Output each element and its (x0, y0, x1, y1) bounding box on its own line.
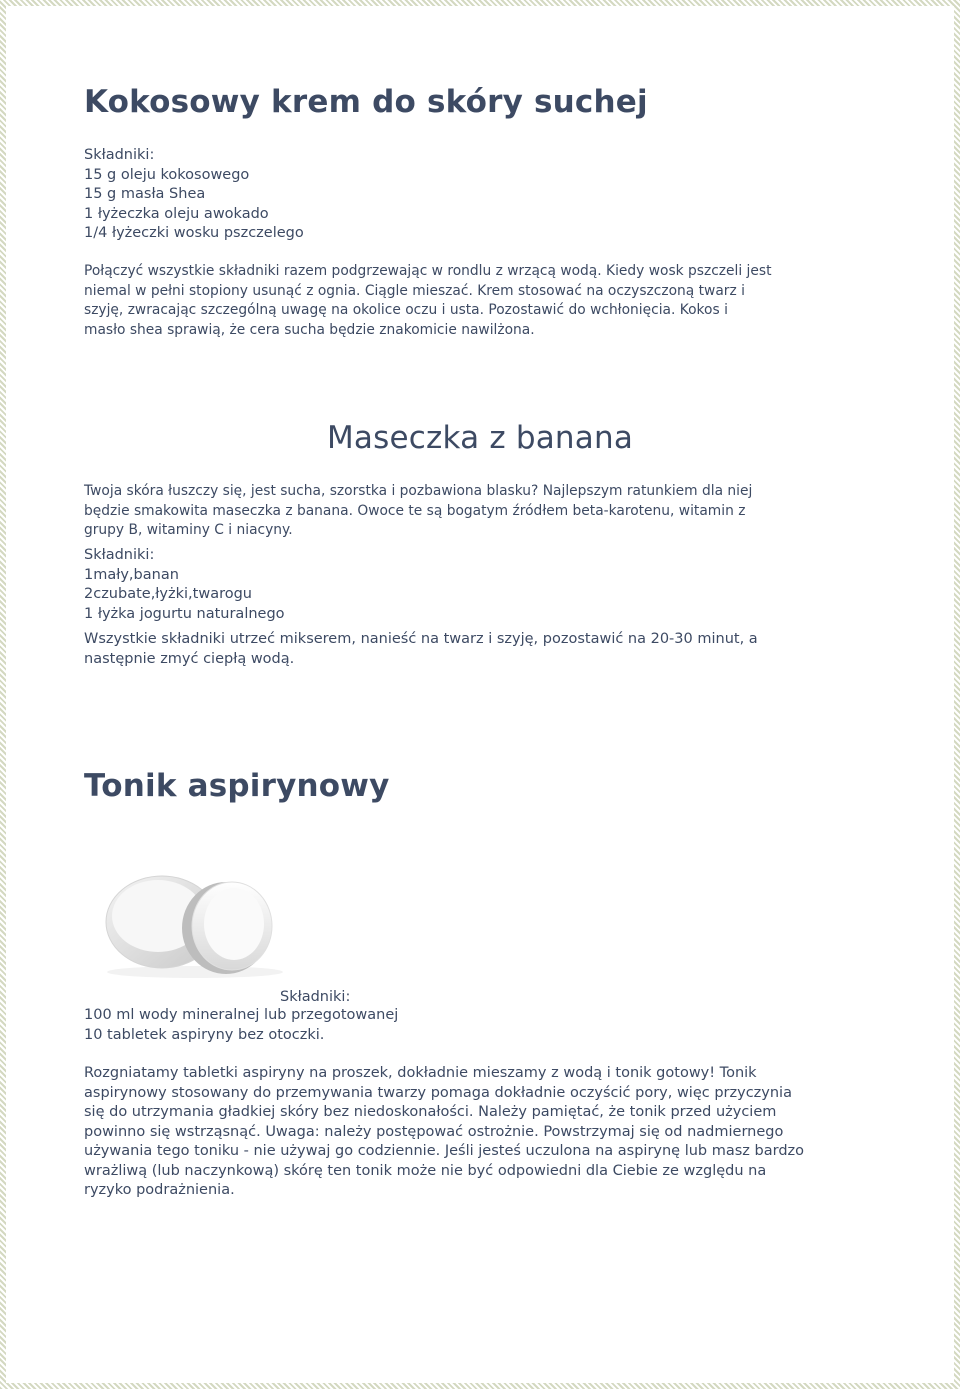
text-line: następnie zmyć ciepłą wodą. (84, 650, 295, 667)
text-line: będzie smakowita maseczka z banana. Owoce te są bogatym źródłem beta-karotenu, witamin z (84, 502, 746, 519)
text-line: aspirynowy stosowany do przemywania twarzy pomaga dokładnie oczyścić pory, więc przyczynia (84, 1084, 792, 1101)
section-title-kokos: Kokosowy krem do skóry suchej (84, 84, 648, 120)
text-line: masło shea sprawią, że cera sucha będzie znakomicie nawilżona. (84, 321, 535, 338)
section-title-tonik: Tonik aspirynowy (84, 768, 390, 804)
ingredients-label: Składniki: (280, 989, 351, 1005)
text-line: się do utrzymania gładkiej skóry bez niedoskonałości. Należy pamiętać, że tonik przed użyciem (84, 1104, 777, 1120)
ingredient-line: 1mały,banan (84, 566, 179, 583)
ingredient-line: 15 g oleju kokosowego (84, 166, 250, 183)
text-line: Rozgniatamy tabletki aspiryny na proszek, dokładnie mieszamy z wodą i tonik gotowy! Tonik (84, 1065, 757, 1081)
text-line: Twoja skóra łuszczy się, jest sucha, szorstka i pozbawiona blasku? Najlepszym ratunkiem dla niej (84, 483, 753, 499)
text-line: używania tego toniku - nie używaj go codziennie. Jeśli jesteś uczulona na aspirynę lub masz bardzo (84, 1143, 805, 1159)
ingredients-label: Składniki: (84, 547, 155, 563)
banan-intro (84, 482, 876, 541)
kokos-instructions (84, 262, 771, 340)
text-line: grupy B, witaminy C i niacyny. (84, 522, 293, 538)
banan-instructions (84, 630, 876, 669)
ingredient-line: 1/4 łyżeczki wosku pszczelego (84, 225, 304, 241)
text-line: Połączyć wszystkie składniki razem podgrzewając w rondlu z wrzącą wodą. Kiedy wosk pszczeli jest (84, 263, 772, 279)
tonik-instructions (84, 1064, 804, 1201)
text-line: szyję, zwracając szczególną uwagę na okolice oczu i usta. Pozostawić do wchłonięcia. Kokos i (84, 302, 728, 318)
ingredient-line: 100 ml wody mineralnej lub przegotowanej (84, 1007, 399, 1023)
ingredient-line: 10 tabletek aspiryny bez otoczki. (84, 1026, 325, 1043)
text-line: wrażliwą (lub naczynkową) skórę ten tonik może nie być odpowiedni dla Ciebie ze względu na (84, 1162, 767, 1179)
section-title-banan: Maseczka z banana (326, 420, 634, 456)
ingredient-line: 1 łyżeczka oleju awokado (84, 205, 269, 222)
ingredient-line: 1 łyżka jogurtu naturalnego (84, 605, 285, 622)
kokos-ingredients (84, 146, 304, 244)
text-line: ryzyko podrażnienia. (84, 1182, 235, 1198)
ingredient-line: 2czubate,łyżki,twarogu (84, 586, 252, 602)
ingredient-line: 15 g masła Shea (84, 186, 206, 202)
text-line: powinno się wstrząsnąć. Uwaga: należy postępować ostrożnie. Powstrzymaj się od nadmiernego (84, 1123, 784, 1140)
tonik-ingredients-label (280, 988, 350, 1008)
text-line: niemal w pełni stopiony usunąć z ognia. Ciągle mieszać. Krem stosować na oczyszczoną twarz i (84, 282, 745, 299)
ingredients-label: Składniki: (84, 147, 155, 163)
aspirin-tablets-image (100, 868, 290, 980)
tonik-ingredients (84, 1006, 398, 1045)
text-line: Wszystkie składniki utrzeć mikserem, nanieść na twarz i szyję, pozostawić na 20-30 minut, a (84, 631, 758, 647)
banan-ingredients (84, 546, 285, 624)
